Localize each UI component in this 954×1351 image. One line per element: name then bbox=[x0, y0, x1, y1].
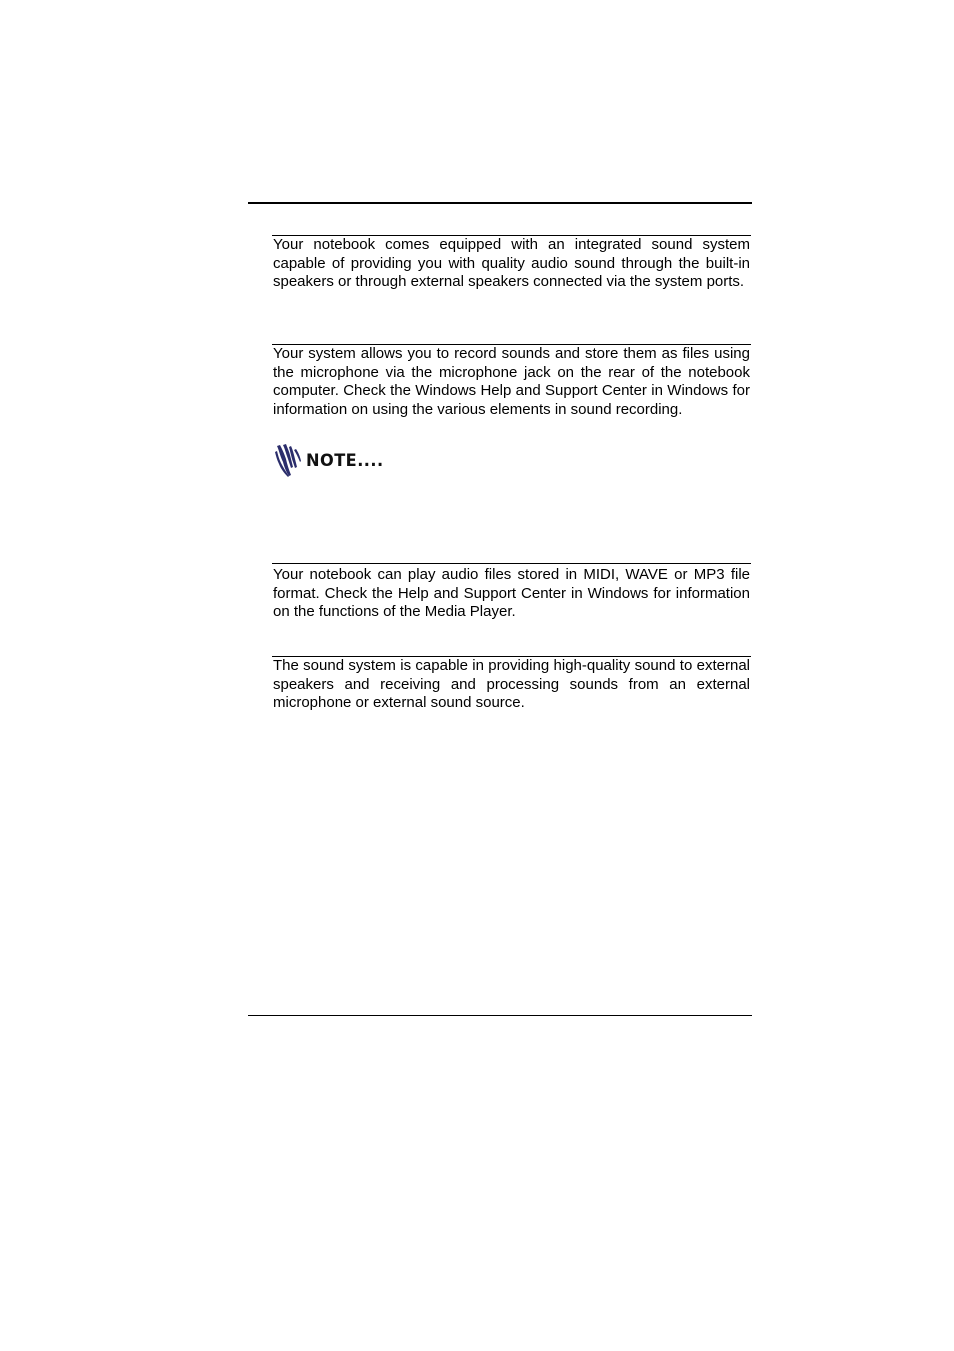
note-callout bbox=[274, 444, 384, 478]
paragraph-sound-system-ports: The sound system is capable in providing high-quality sound to external speakers and receiving and processing sounds from an external microphone or external sound source. bbox=[273, 657, 750, 711]
note-label: NOTE.... bbox=[306, 450, 384, 471]
note-hand-icon bbox=[274, 444, 302, 478]
footer-rule bbox=[248, 1015, 752, 1016]
section-divider-audio-file-formats bbox=[272, 563, 751, 564]
paragraph-sound-recording: Your system allows you to record sounds and store them as files using the microphone via the microphone jack on the rear of the notebook computer. Check the Windows Help and Support Center in Windows for information on using the various elements in sound recording. bbox=[273, 345, 750, 418]
header-rule bbox=[248, 202, 752, 204]
paragraph-integrated-sound: Your notebook comes equipped with an integrated sound system capable of providing you with quality audio sound through the built-in speakers or through external speakers connected via the system ports. bbox=[273, 236, 750, 290]
paragraph-audio-file-formats: Your notebook can play audio files stored in MIDI, WAVE or MP3 file format. Check the Help and Support Center in Windows for information on the functions of the Media Player. bbox=[273, 566, 750, 620]
